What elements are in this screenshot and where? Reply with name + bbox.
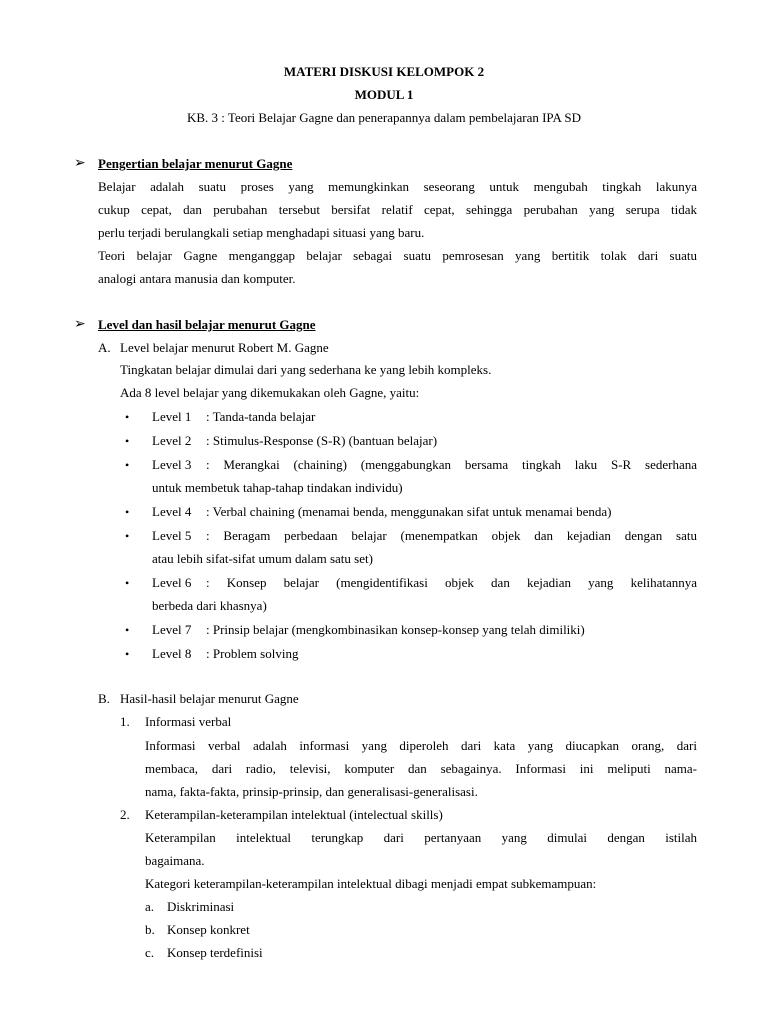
sub-item-text: Diskriminasi [167,899,235,914]
level-label: Level 7 [152,622,192,637]
item-text-line: membaca, dari radio, televisi, komputer dan sebagainya. Informasi ini meliputi nama- [145,761,697,776]
part-b-marker: B. [98,691,110,706]
arrow-bullet-icon: ➢ [74,317,86,332]
level-label: Level 2 [152,433,192,448]
part-a-intro: Ada 8 level belajar yang dikemukakan oleh Gagne, yaitu: [120,385,420,400]
sub-item-marker: c. [145,945,155,960]
section1-line: Belajar adalah suatu proses yang memungkinkan seseorang untuk mengubah tingkah lakunya [98,179,697,194]
sub-item-marker: b. [145,922,155,937]
level-label: Level 1 [152,409,192,424]
level-text-continued: atau lebih sifat-sifat umum dalam satu set) [152,551,373,566]
part-a-marker: A. [98,340,111,355]
document-subtitle: KB. 3 : Teori Belajar Gagne dan penerapannya dalam pembelajaran IPA SD [186,110,582,125]
part-a-title: Level belajar menurut Robert M. Gagne [120,340,329,355]
part-a-intro: Tingkatan belajar dimulai dari yang sederhana ke yang lebih kompleks. [120,362,492,377]
level-text: : Beragam perbedaan belajar (menempatkan objek dan kejadian dengan satu [206,528,697,543]
item-text-line: bagaimana. [145,853,205,868]
section1-line: cukup cepat, dan perubahan tersebut bersifat relatif cepat, sehingga perubahan yang serupa tidak [98,202,697,217]
sub-item-text: Konsep terdefinisi [167,945,263,960]
item-title: Keterampilan-keterampilan intelektual (intelectual skills) [145,807,443,822]
level-text: : Verbal chaining (menamai benda, menggunakan sifat untuk menamai benda) [206,504,612,519]
part-b-title: Hasil-hasil belajar menurut Gagne [120,691,299,706]
module-label: MODUL 1 [354,87,414,102]
document-title: MATERI DISKUSI KELOMPOK 2 [283,64,485,79]
level-text: : Tanda-tanda belajar [206,409,316,424]
bullet-icon: • [125,529,130,543]
level-label: Level 4 [152,504,192,519]
level-label: Level 8 [152,646,192,661]
level-text-continued: berbeda dari khasnya) [152,598,267,613]
bullet-icon: • [125,647,130,661]
sub-item-marker: a. [145,899,155,914]
level-text: : Konsep belajar (mengidentifikasi objek dan kejadian yang kelihatannya [206,575,697,590]
sub-item-text: Konsep konkret [167,922,250,937]
bullet-icon: • [125,458,130,472]
level-label: Level 6 [152,575,192,590]
bullet-icon: • [125,505,130,519]
level-text: : Problem solving [206,646,299,661]
section1-heading: Pengertian belajar menurut Gagne [98,156,293,171]
bullet-icon: • [125,623,130,637]
item-number: 1. [120,714,130,729]
item-text-line: nama, fakta-fakta, prinsip-prinsip, dan generalisasi-generalisasi. [145,784,478,799]
section1-line: Teori belajar Gagne menganggap belajar sebagai suatu pemrosesan yang bertitik tolak dari suatu [98,248,697,263]
item-text-line: Kategori keterampilan-keterampilan intelektual dibagi menjadi empat subkemampuan: [145,876,597,891]
level-text: : Stimulus-Response (S-R) (bantuan belajar) [206,433,438,448]
item-number: 2. [120,807,130,822]
bullet-icon: • [125,410,130,424]
item-text-line: Informasi verbal adalah informasi yang diperoleh dari kata yang diucapkan orang, dari [145,738,697,753]
bullet-icon: • [125,434,130,448]
section2-heading: Level dan hasil belajar menurut Gagne [98,317,316,332]
level-text: : Prinsip belajar (mengkombinasikan konsep-konsep yang telah dimiliki) [206,622,585,637]
section1-line: perlu terjadi berulangkali setiap menghadapi situasi yang baru. [98,225,425,240]
level-label: Level 5 [152,528,192,543]
bullet-icon: • [125,576,130,590]
arrow-bullet-icon: ➢ [74,156,86,171]
section1-line: analogi antara manusia dan komputer. [98,271,296,286]
level-label: Level 3 [152,457,192,472]
level-text: : Merangkai (chaining) (menggabungkan bersama tingkah laku S-R sederhana [206,457,697,472]
level-text-continued: untuk membetuk tahap-tahap tindakan individu) [152,480,403,495]
item-text-line: Keterampilan intelektual terungkap dari pertanyaan yang dimulai dengan istilah [145,830,697,845]
item-title: Informasi verbal [145,714,232,729]
